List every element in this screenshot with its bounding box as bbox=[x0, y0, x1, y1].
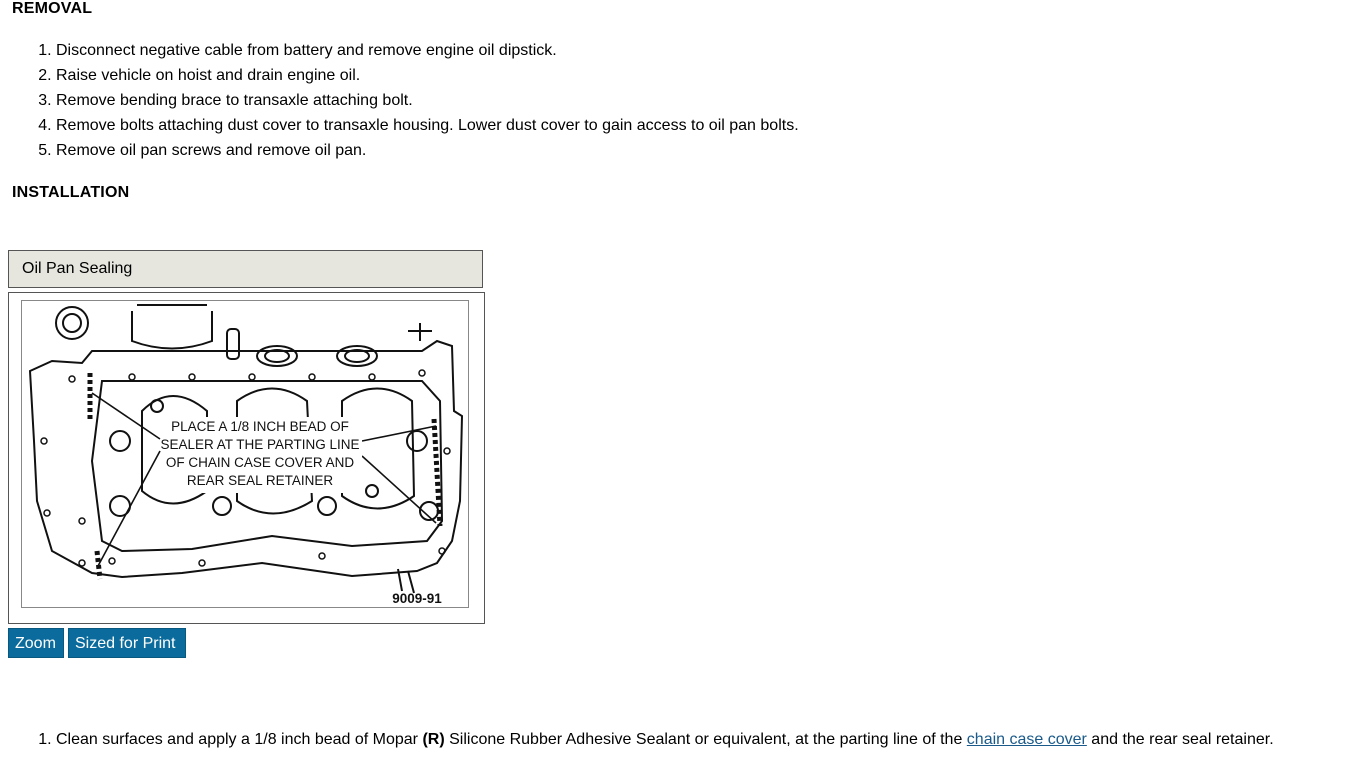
registered-mark: (R) bbox=[422, 731, 445, 748]
removal-step: 4. Remove bolts attaching dust cover to transaxle housing. Lower dust cover to gain access to oil pan bolts. bbox=[56, 113, 799, 138]
step-text-middle: Silicone Rubber Adhesive Sealant or equivalent, at the parting line of the bbox=[444, 731, 967, 748]
removal-heading: REMOVAL bbox=[12, 0, 93, 17]
figure-title: Oil Pan Sealing bbox=[8, 250, 483, 288]
callout-line-4: REAR SEAL RETAINER bbox=[186, 473, 334, 488]
step-text-after: and the rear seal retainer. bbox=[1086, 731, 1274, 748]
removal-step: 2. Raise vehicle on hoist and drain engine oil. bbox=[56, 63, 799, 88]
callout-line-2: SEALER AT THE PARTING LINE bbox=[160, 437, 360, 452]
oil-pan-sealing-illustration[interactable] bbox=[21, 300, 469, 608]
callout-line-1: PLACE A 1/8 INCH BEAD OF bbox=[171, 419, 349, 434]
sized-for-print-button[interactable]: Sized for Print bbox=[68, 628, 186, 658]
removal-step: 3. Remove bending brace to transaxle attaching bolt. bbox=[56, 88, 799, 113]
zoom-button[interactable]: Zoom bbox=[8, 628, 64, 658]
figure-number: 9009-91 bbox=[392, 591, 442, 606]
removal-step: 1. Disconnect negative cable from battery and remove engine oil dipstick. bbox=[56, 38, 799, 63]
installation-step bbox=[56, 727, 1274, 752]
installation-steps-list bbox=[0, 727, 1274, 752]
chain-case-cover-link[interactable]: chain case cover bbox=[966, 731, 1087, 748]
removal-steps-list bbox=[0, 38, 799, 163]
installation-heading: INSTALLATION bbox=[12, 184, 130, 201]
removal-step: 5. Remove oil pan screws and remove oil pan. bbox=[56, 138, 799, 163]
engine-block-drawing bbox=[22, 301, 468, 607]
callout-line-3: OF CHAIN CASE COVER AND bbox=[165, 455, 355, 470]
step-text-before: Clean surfaces and apply a 1/8 inch bead of Mopar bbox=[56, 731, 423, 748]
figure-frame bbox=[8, 292, 485, 624]
